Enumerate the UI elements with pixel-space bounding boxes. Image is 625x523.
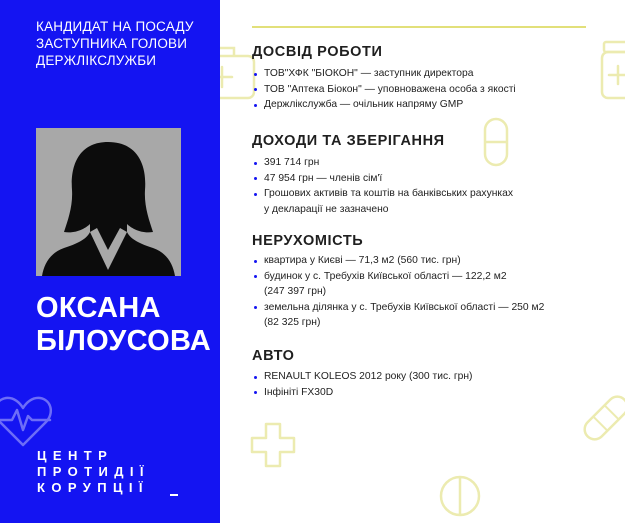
right-panel [220, 0, 625, 523]
tablet-icon [438, 474, 482, 518]
list-item: Держлікслужба — очільник напряму GMP [252, 97, 516, 113]
income-list [252, 155, 513, 217]
section-title-experience: ДОСВІД РОБОТИ [252, 44, 383, 60]
list-item: квартира у Києві — 71,3 м2 (560 тис. грн) [252, 253, 544, 269]
logo-line: КОРУПЦІЇ [37, 480, 149, 495]
medical-cross-icon [248, 420, 298, 470]
logo-line: ПРОТИДІЇ [37, 464, 150, 479]
logo-underscore [170, 494, 178, 496]
section-title-real-estate: НЕРУХОМІСТЬ [252, 233, 364, 249]
list-item: 47 954 грн — членів сім'ї [252, 171, 513, 187]
list-item: ТОВ "Аптека Біокон" — уповноважена особа з якості [252, 82, 516, 98]
list-item: Грошових активів та коштів на банківських рахунках у декларації не зазначено [252, 186, 513, 217]
subtitle-line: ЗАСТУПНИКА ГОЛОВИ [36, 36, 188, 51]
first-name: ОКСАНА [36, 292, 161, 324]
section-title-auto: АВТО [252, 348, 295, 364]
list-item: Інфініті FX30D [252, 385, 472, 401]
experience-list [252, 66, 516, 113]
real-estate-list [252, 253, 544, 331]
person-silhouette-icon [36, 128, 181, 276]
pill-bottle-icon [598, 38, 625, 100]
subtitle-line: КАНДИДАТ НА ПОСАДУ [36, 19, 194, 34]
candidate-name [36, 292, 211, 358]
top-accent-line [252, 26, 586, 28]
last-name: БІЛОУСОВА [36, 325, 212, 357]
subtitle-line: ДЕРЖЛІКСЛУЖБИ [36, 53, 157, 68]
logo-line: ЦЕНТР [37, 448, 114, 463]
list-item: ТОВ"ХФК "БІОКОН" — заступник директора [252, 66, 516, 82]
left-panel [0, 0, 220, 523]
section-title-income: ДОХОДИ ТА ЗБЕРІГАННЯ [252, 133, 445, 149]
list-item: земельна ділянка у с. Требухів Київської області — 250 м2 (82 325 грн) [252, 300, 544, 331]
candidate-position [36, 18, 216, 69]
list-item: будинок у с. Требухів Київської області — 122,2 м2 (247 397 грн) [252, 269, 544, 300]
bandage-icon [576, 388, 625, 448]
candidate-photo-placeholder [36, 128, 181, 276]
organization-logo [37, 448, 150, 496]
list-item: 391 714 грн [252, 155, 513, 171]
heartbeat-icon [0, 390, 54, 452]
auto-list [252, 369, 472, 400]
list-item: RENAULT KOLEOS 2012 року (300 тис. грн) [252, 369, 472, 385]
